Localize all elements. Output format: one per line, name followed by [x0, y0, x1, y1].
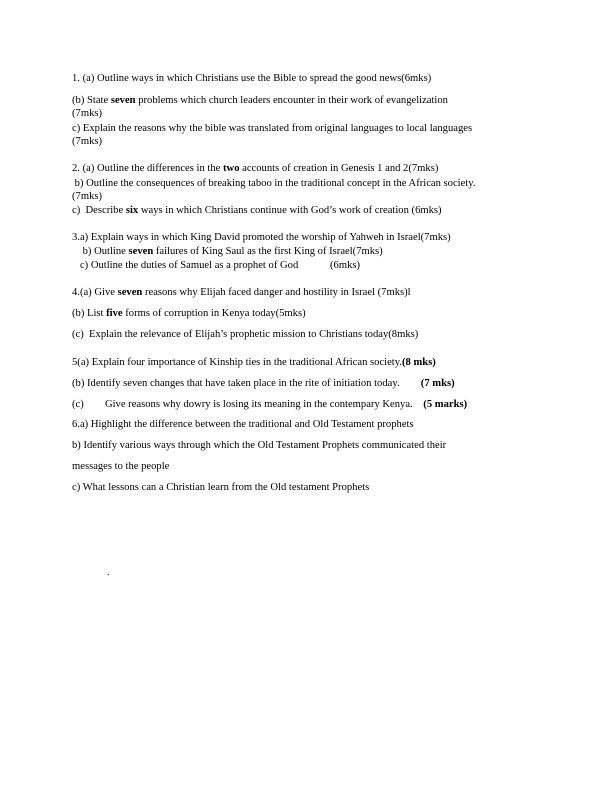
question-1a: 1. (a) Outline ways in which Christians use the Bible to spread the good news(6mks): [72, 73, 432, 84]
question-1b-marks: (7mks): [72, 108, 103, 119]
question-2c: c) Describe six ways in which Christians continue with God’s work of creation (6mks): [72, 205, 442, 216]
question-5c: (c) Give reasons why dowry is losing its meaning in the contempary Kenya. (5 marks): [72, 399, 468, 410]
question-2a: 2. (a) Outline the differences in the two accounts of creation in Genesis 1 and 2(7mks): [72, 163, 439, 174]
question-6c: c) What lessons can a Christian learn from the Old testament Prophets: [72, 482, 370, 493]
question-1b: (b) State seven problems which church leaders encounter in their work of evangelization: [72, 95, 448, 106]
question-1c-marks: (7mks): [72, 136, 103, 147]
stray-dot: .: [107, 567, 110, 578]
question-2b: b) Outline the consequences of breaking taboo in the traditional concept in the African society.: [72, 178, 476, 189]
question-6b-continued: messages to the people: [72, 461, 170, 472]
question-4a: 4.(a) Give seven reasons why Elijah faced danger and hostility in Israel (7mks)l: [72, 287, 411, 298]
question-5a: 5(a) Explain four importance of Kinship ties in the traditional African society.(8 mks): [72, 357, 436, 368]
question-4c: (c) Explain the relevance of Elijah’s prophetic mission to Christians today(8mks): [72, 329, 419, 340]
question-1c: c) Explain the reasons why the bible was translated from original languages to local languages: [72, 123, 473, 134]
question-5b: (b) Identify seven changes that have taken place in the rite of initiation today. (7 mks): [72, 378, 455, 389]
question-2b-marks: (7mks): [72, 191, 103, 202]
question-3c: c) Outline the duties of Samuel as a prophet of God (6mks): [72, 260, 361, 271]
question-4b: (b) List five forms of corruption in Kenya today(5mks): [72, 308, 306, 319]
question-6a: 6.a) Highlight the difference between the traditional and Old Testament prophets: [72, 419, 414, 430]
question-6b: b) Identify various ways through which the Old Testament Prophets communicated their: [72, 440, 447, 451]
question-3a: 3.a) Explain ways in which King David promoted the worship of Yahweh in Israel(7mks): [72, 232, 451, 243]
question-3b: b) Outline seven failures of King Saul as the first King of Israel(7mks): [72, 246, 383, 257]
